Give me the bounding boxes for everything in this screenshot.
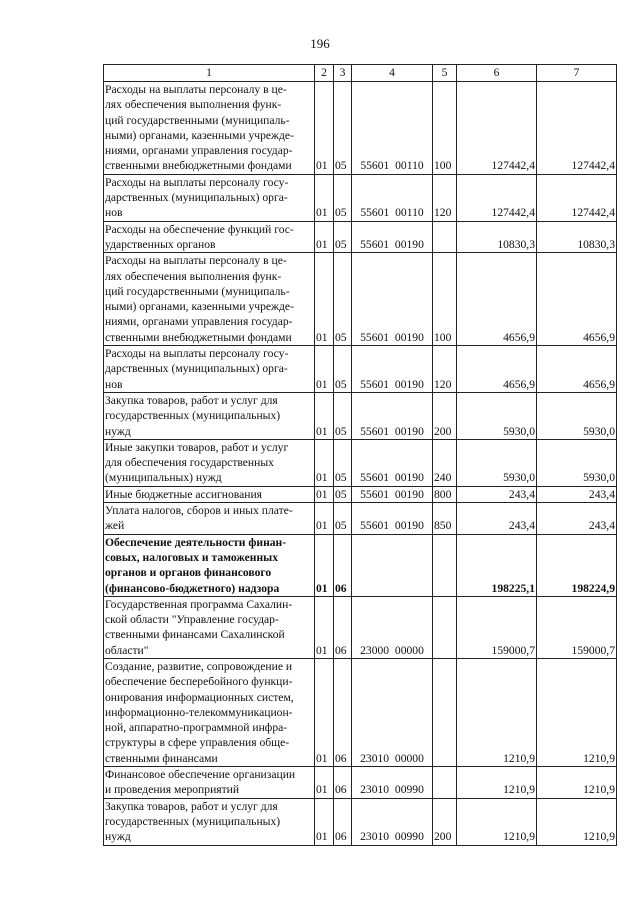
amount-col-6: 4656,9	[457, 253, 537, 346]
amount-col-6: 1210,9	[457, 798, 537, 845]
table-row	[104, 174, 617, 221]
target-article-code	[352, 534, 433, 596]
column-header: 5	[433, 65, 457, 82]
table-row	[104, 658, 617, 766]
table-row	[104, 221, 617, 253]
column-header: 3	[334, 65, 352, 82]
table-row	[104, 596, 617, 658]
expense-type-code: 100	[433, 82, 457, 175]
budget-table	[103, 64, 617, 846]
amount-col-6: 4656,9	[457, 346, 537, 393]
amount-col-7: 1210,9	[537, 767, 617, 799]
target-article-code: 23010 00990	[352, 798, 433, 845]
amount-col-7: 4656,9	[537, 346, 617, 393]
table-row	[104, 253, 617, 346]
expense-type-code	[433, 534, 457, 596]
row-name: Иные закупки товаров, работ и услуг для обеспечения государственных (муниципальных) нужд	[104, 439, 315, 486]
target-article-code: 55601 00110	[352, 174, 433, 221]
section-code: 01	[315, 534, 334, 596]
amount-col-6: 1210,9	[457, 658, 537, 766]
section-code: 01	[315, 658, 334, 766]
expense-type-code: 200	[433, 798, 457, 845]
subsection-code: 05	[334, 174, 352, 221]
subsection-code: 05	[334, 486, 352, 502]
amount-col-7: 10830,3	[537, 221, 617, 253]
table-row	[104, 767, 617, 799]
amount-col-6: 243,4	[457, 486, 537, 502]
amount-col-6: 5930,0	[457, 392, 537, 439]
expense-type-code: 120	[433, 174, 457, 221]
section-code: 01	[315, 596, 334, 658]
amount-col-7: 5930,0	[537, 439, 617, 486]
amount-col-7: 159000,7	[537, 596, 617, 658]
row-name: Расходы на выплаты персоналу в це- лях обеспечения выполнения функ- ций государственными (муниципаль- ными) органами, казенными учрежде- ниями, органами управления государ- ственными внебюджетными фондами	[104, 253, 315, 346]
amount-col-6: 159000,7	[457, 596, 537, 658]
expense-type-code	[433, 767, 457, 799]
subsection-code: 06	[334, 596, 352, 658]
amount-col-6: 243,4	[457, 503, 537, 535]
header-row	[104, 65, 617, 82]
amount-col-6: 127442,4	[457, 82, 537, 175]
target-article-code: 55601 00190	[352, 486, 433, 502]
subsection-code: 05	[334, 82, 352, 175]
amount-col-7: 243,4	[537, 486, 617, 502]
expense-type-code: 800	[433, 486, 457, 502]
section-code: 01	[315, 82, 334, 175]
subsection-code: 06	[334, 534, 352, 596]
expense-type-code	[433, 596, 457, 658]
amount-col-7: 127442,4	[537, 82, 617, 175]
row-name: Государственная программа Сахалин- ской области "Управление государ- ственными финансами Сахалинской области"	[104, 596, 315, 658]
subsection-code: 05	[334, 253, 352, 346]
row-name: Расходы на обеспечение функций гос- ударственных органов	[104, 221, 315, 253]
expense-type-code	[433, 658, 457, 766]
table-row	[104, 486, 617, 502]
expense-type-code: 850	[433, 503, 457, 535]
subsection-code: 05	[334, 392, 352, 439]
table-row	[104, 346, 617, 393]
amount-col-6: 1210,9	[457, 767, 537, 799]
target-article-code: 23010 00000	[352, 658, 433, 766]
row-name: Уплата налогов, сборов и иных плате- жей	[104, 503, 315, 535]
section-code: 01	[315, 346, 334, 393]
subsection-code: 05	[334, 439, 352, 486]
expense-type-code: 120	[433, 346, 457, 393]
target-article-code: 55601 00190	[352, 392, 433, 439]
expense-type-code: 100	[433, 253, 457, 346]
amount-col-6: 198225,1	[457, 534, 537, 596]
subsection-code: 06	[334, 658, 352, 766]
amount-col-7: 127442,4	[537, 174, 617, 221]
column-header: 7	[537, 65, 617, 82]
expense-type-code: 240	[433, 439, 457, 486]
row-name: Закупка товаров, работ и услуг для государственных (муниципальных) нужд	[104, 798, 315, 845]
subsection-code: 05	[334, 346, 352, 393]
row-name: Расходы на выплаты персоналу госу- дарственных (муниципальных) орга- нов	[104, 174, 315, 221]
column-header: 1	[104, 65, 315, 82]
section-code: 01	[315, 253, 334, 346]
table-row	[104, 82, 617, 175]
expense-type-code	[433, 221, 457, 253]
subsection-code: 05	[334, 221, 352, 253]
target-article-code: 55601 00190	[352, 503, 433, 535]
target-article-code: 55601 00190	[352, 346, 433, 393]
section-code: 01	[315, 392, 334, 439]
target-article-code: 55601 00190	[352, 439, 433, 486]
column-header: 6	[457, 65, 537, 82]
table-row	[104, 439, 617, 486]
amount-col-6: 127442,4	[457, 174, 537, 221]
target-article-code: 55601 00110	[352, 82, 433, 175]
page-number: 196	[310, 36, 330, 51]
target-article-code: 23000 00000	[352, 596, 433, 658]
row-name: Обеспечение деятельности финан- совых, налоговых и таможенных органов и органов финансового (финансово-бюджетного) надзора	[104, 534, 315, 596]
amount-col-7: 243,4	[537, 503, 617, 535]
row-name: Создание, развитие, сопровождение и обеспечение бесперебойного функци- онирования информационных систем, информационно-телекоммуникацион- ной, аппаратно-программной инфра- структуры в сфере управления обще- ственными финансами	[104, 658, 315, 766]
section-code: 01	[315, 486, 334, 502]
table-row	[104, 392, 617, 439]
subsection-code: 05	[334, 503, 352, 535]
table-row	[104, 534, 617, 596]
amount-col-6: 10830,3	[457, 221, 537, 253]
subsection-code: 06	[334, 798, 352, 845]
section-code: 01	[315, 798, 334, 845]
section-code: 01	[315, 221, 334, 253]
target-article-code: 55601 00190	[352, 221, 433, 253]
amount-col-7: 1210,9	[537, 798, 617, 845]
column-header: 4	[352, 65, 433, 82]
section-code: 01	[315, 503, 334, 535]
section-code: 01	[315, 174, 334, 221]
row-name: Финансовое обеспечение организации и проведения мероприятий	[104, 767, 315, 799]
section-code: 01	[315, 767, 334, 799]
amount-col-7: 5930,0	[537, 392, 617, 439]
amount-col-7: 4656,9	[537, 253, 617, 346]
row-name: Расходы на выплаты персоналу в це- лях обеспечения выполнения функ- ций государственными (муниципаль- ными) органами, казенными учрежде- ниями, органами управления государ- ственными внебюджетными фондами	[104, 82, 315, 175]
row-name: Закупка товаров, работ и услуг для государственных (муниципальных) нужд	[104, 392, 315, 439]
target-article-code: 55601 00190	[352, 253, 433, 346]
table-row	[104, 503, 617, 535]
section-code: 01	[315, 439, 334, 486]
subsection-code: 06	[334, 767, 352, 799]
row-name: Расходы на выплаты персоналу госу- дарственных (муниципальных) орга- нов	[104, 346, 315, 393]
amount-col-7: 198224,9	[537, 534, 617, 596]
table-row	[104, 798, 617, 845]
column-header: 2	[315, 65, 334, 82]
amount-col-6: 5930,0	[457, 439, 537, 486]
target-article-code: 23010 00990	[352, 767, 433, 799]
amount-col-7: 1210,9	[537, 658, 617, 766]
row-name: Иные бюджетные ассигнования	[104, 486, 315, 502]
expense-type-code: 200	[433, 392, 457, 439]
